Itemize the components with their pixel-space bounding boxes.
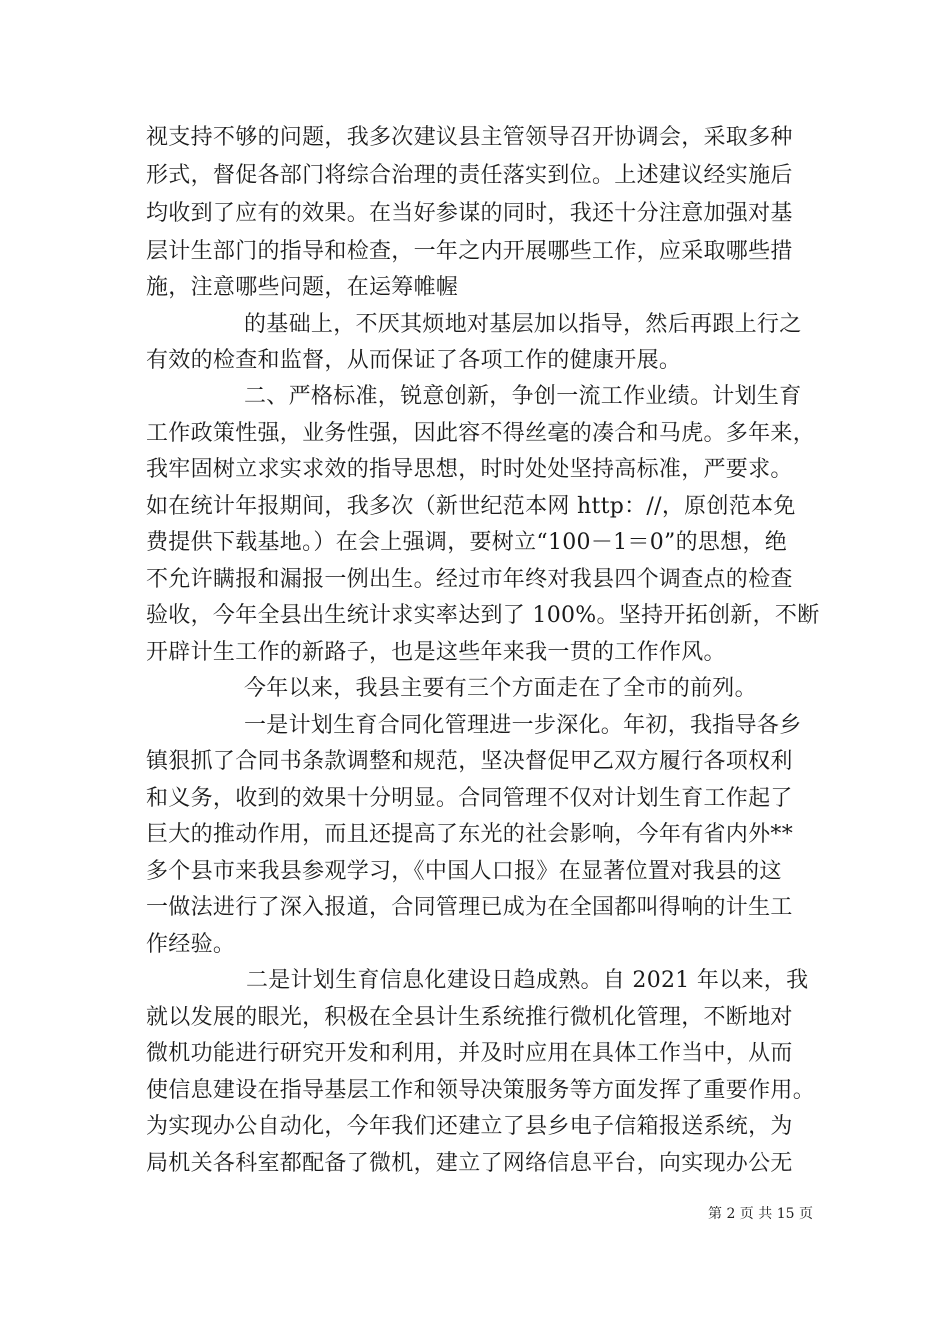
text-line: 施，注意哪些问题，在运筹帷幄 bbox=[146, 275, 459, 300]
text-line: 作经验。 bbox=[146, 932, 236, 957]
page-number: 第 2 页 共 15 页 bbox=[708, 1206, 813, 1222]
text-line: 镇狠抓了合同书条款调整和规范，坚决督促甲乙双方履行各项权利 bbox=[146, 749, 793, 774]
text-line: 形式，督促各部门将综合治理的责任落实到位。上述建议经实施后 bbox=[146, 163, 793, 188]
text-line: 巨大的推动作用，而且还提高了东光的社会影响，今年有省内外** bbox=[146, 822, 794, 847]
text-line: 一做法进行了深入报道，合同管理已成为在全国都叫得响的计生工 bbox=[146, 895, 793, 920]
text-line: 和义务，收到的效果十分明显。合同管理不仅对计划生育工作起了 bbox=[146, 786, 793, 811]
text-line: 就以发展的眼光，积极在全县计生系统推行微机化管理，不断地对 bbox=[146, 1005, 793, 1030]
text-line: 视支持不够的问题，我多次建议县主管领导召开协调会，采取多种 bbox=[146, 125, 793, 150]
text-line: 不允许瞒报和漏报一例出生。经过市年终对我县四个调查点的检查 bbox=[146, 567, 793, 592]
text-line: 局机关各科室都配备了微机，建立了网络信息平台，向实现办公无 bbox=[146, 1151, 793, 1176]
text-line: 使信息建设在指导基层工作和领导决策服务等方面发挥了重要作用。 bbox=[146, 1078, 816, 1103]
text-line: 层计生部门的指导和检查，一年之内开展哪些工作，应采取哪些措 bbox=[146, 239, 793, 264]
text-line: 均收到了应有的效果。在当好参谋的同时，我还十分注意加强对基 bbox=[146, 201, 793, 226]
text-line: 有效的检查和监督，从而保证了各项工作的健康开展。 bbox=[146, 348, 682, 373]
text-line: 一是计划生育合同化管理进一步深化。年初，我指导各乡 bbox=[244, 713, 802, 738]
text-line: 工作政策性强，业务性强，因此容不得丝毫的凑合和马虎。多年来， bbox=[146, 421, 816, 446]
text-line: 二、严格标准，锐意创新，争创一流工作业绩。计划生育 bbox=[244, 384, 802, 409]
text-line: 的基础上，不厌其烦地对基层加以指导，然后再跟上行之 bbox=[244, 312, 802, 337]
text-line: 为实现办公自动化，今年我们还建立了县乡电子信箱报送系统，为 bbox=[146, 1114, 793, 1139]
text-line: 多个县市来我县参观学习，《中国人口报》在显著位置对我县的这 bbox=[146, 859, 782, 884]
text-line: 费提供下载基地。）在会上强调，要树立“100－1＝0”的思想，绝 bbox=[146, 530, 788, 555]
text-line: 开辟计生工作的新路子，也是这些年来我一贯的工作作风。 bbox=[146, 640, 726, 665]
text-line: 二是计划生育信息化建设日趋成熟。自 2021 年以来，我 bbox=[246, 968, 809, 993]
text-line: 我牢固树立求实求效的指导思想，时时处处坚持高标准，严要求。 bbox=[146, 457, 793, 482]
text-line: 微机功能进行研究开发和利用，并及时应用在具体工作当中，从而 bbox=[146, 1041, 793, 1066]
text-line: 今年以来，我县主要有三个方面走在了全市的前列。 bbox=[244, 676, 757, 701]
text-line: 验收，今年全县出生统计求实率达到了 100%。坚持开拓创新，不断 bbox=[146, 603, 820, 628]
text-line: 如在统计年报期间，我多次（新世纪范本网 http：//，原创范本免 bbox=[146, 494, 796, 519]
